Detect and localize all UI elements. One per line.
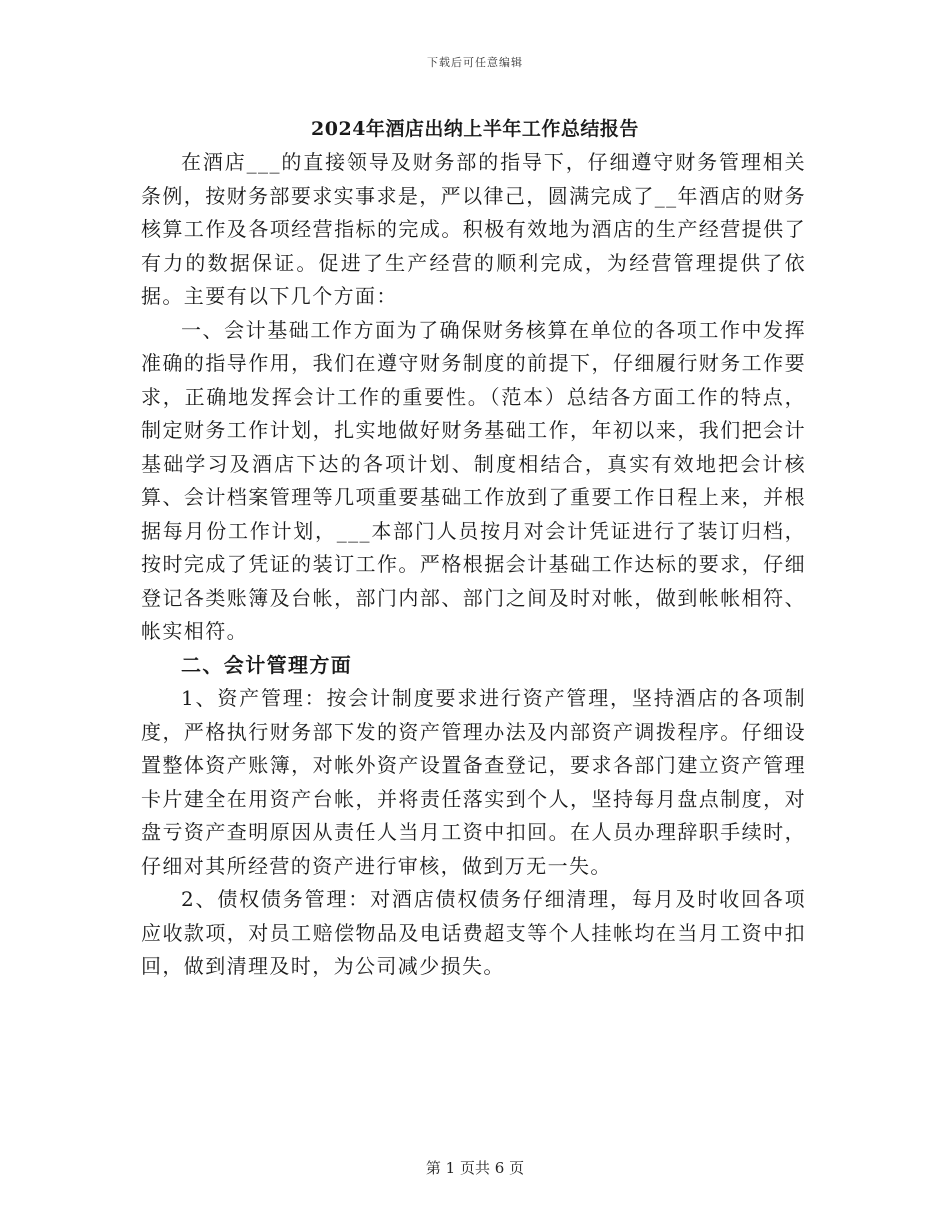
document-body: [141, 146, 806, 984]
asset-management-paragraph: 1、资产管理：按会计制度要求进行资产管理，坚持酒店的各项制度，严格执行财务部下发的资产管理办法及内部资产调拨程序。仔细设置整体资产账簿，对帐外资产设置备查登记，要求各部门建立资产管理卡片建全在用资产台帐，并将责任落实到个人，坚持每月盘点制度，对盘亏资产查明原因从责任人当月工资中扣回。在人员办理辞职手续时，仔细对其所经营的资产进行审核，做到万无一失。: [141, 686, 806, 878]
intro-paragraph: 在酒店___的直接领导及财务部的指导下，仔细遵守财务管理相关条例，按财务部要求实事求是，严以律己，圆满完成了__年酒店的财务核算工作及各项经营指标的完成。积极有效地为酒店的生产经营提供了有力的数据保证。促进了生产经营的顺利完成，为经营管理提供了依据。主要有以下几个方面：: [141, 150, 806, 308]
section-two-heading: 二、会计管理方面: [181, 652, 353, 677]
document-title: 2024年酒店出纳上半年工作总结报告: [311, 118, 639, 140]
debt-management-paragraph: 2、债权债务管理：对酒店债权债务仔细清理，每月及时收回各项应收款项，对员工赔偿物品及电话费超支等个人挂帐均在当月工资中扣回，做到清理及时，为公司减少损失。: [141, 887, 806, 978]
section-one-paragraph: 一、会计基础工作方面为了确保财务核算在单位的各项工作中发挥准确的指导作用，我们在遵守财务制度的前提下，仔细履行财务工作要求，正确地发挥会计工作的重要性。（范本）总结各方面工作的特点，制定财务工作计划，扎实地做好财务基础工作，年初以来，我们把会计基础学习及酒店下达的各项计划、制度相结合，真实有效地把会计核算、会计档案管理等几项重要基础工作放到了重要工作日程上来，并根据每月份工作计划，___本部门人员按月对会计凭证进行了装订归档，按时完成了凭证的装订工作。严格根据会计基础工作达标的要求，仔细登记各类账簿及台帐，部门内部、部门之间及时对帐，做到帐帐相符、帐实相符。: [141, 317, 806, 643]
page-number: 第 1 页共 6 页: [425, 1159, 525, 1177]
header-note: 下载后可任意编辑: [427, 56, 523, 69]
